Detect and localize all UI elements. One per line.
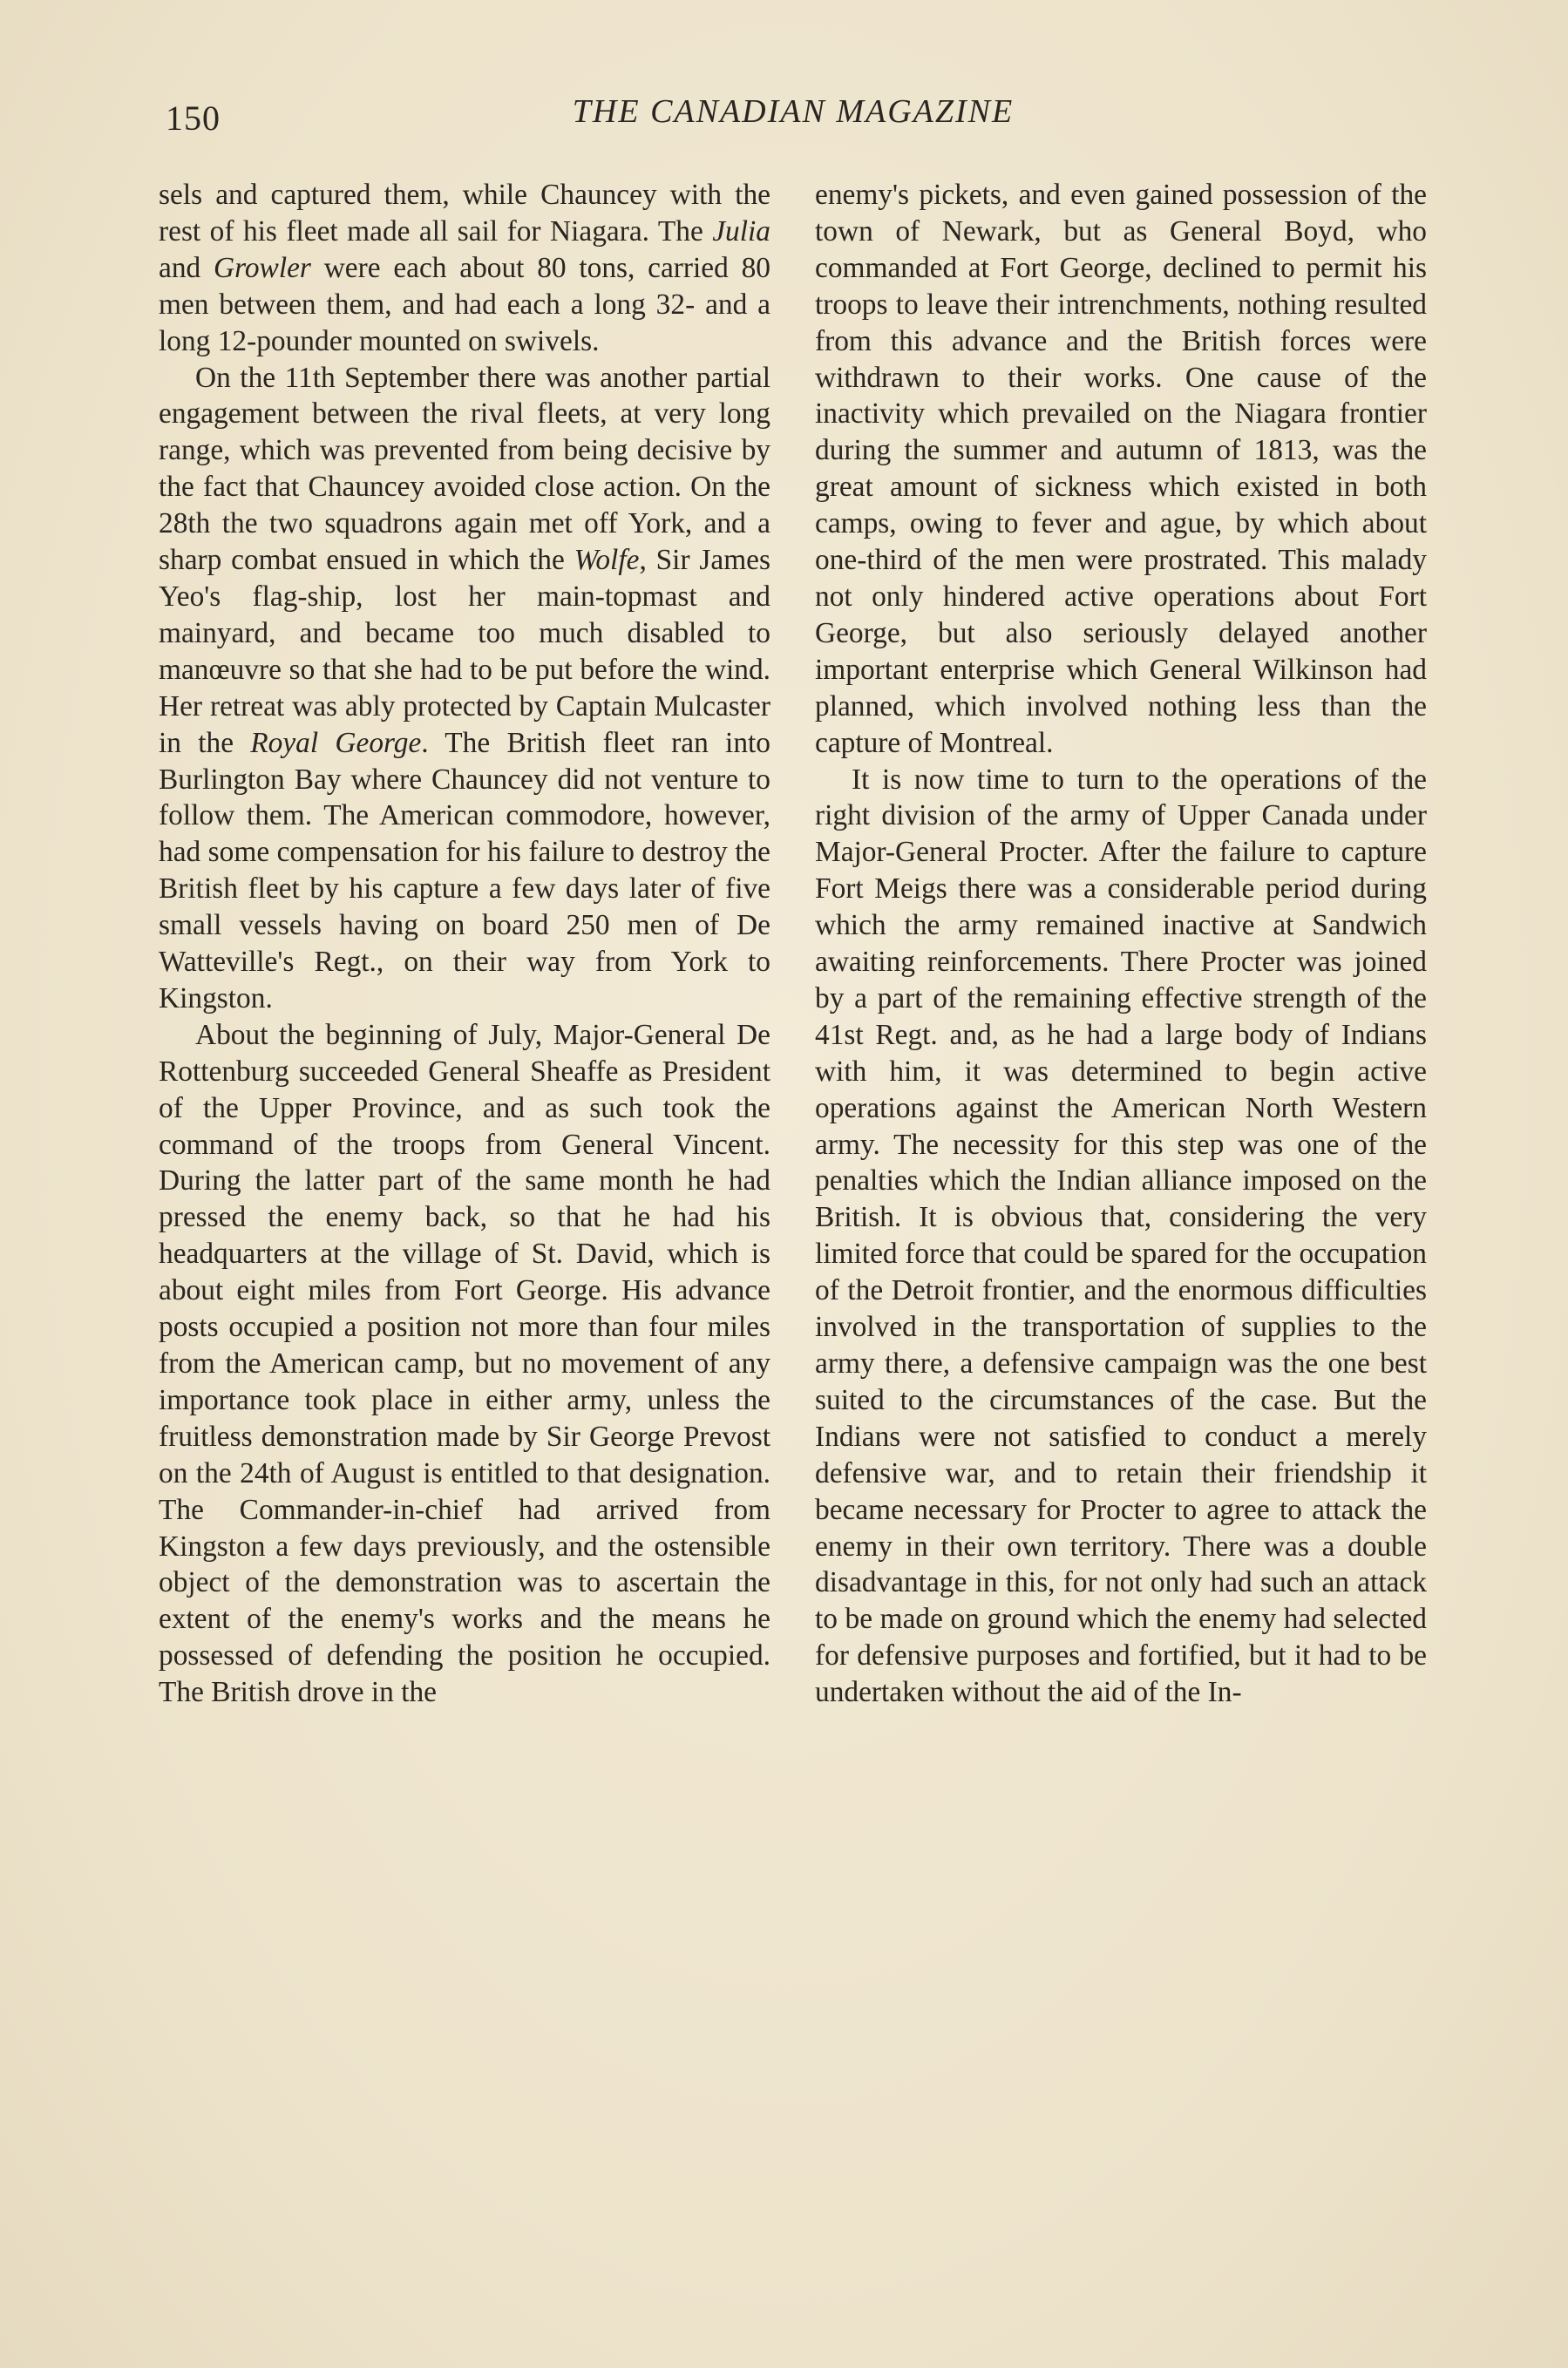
text-run: and <box>159 251 214 284</box>
page-number: 150 <box>166 98 221 138</box>
ship-name: Growler <box>213 251 311 284</box>
right-column <box>815 177 1427 1711</box>
left-column <box>159 177 770 1711</box>
paragraph <box>159 360 770 1017</box>
ship-name: Wolfe <box>574 544 640 577</box>
running-title: THE CANADIAN MAGAZINE <box>572 93 1015 130</box>
paragraph <box>159 177 770 360</box>
text-run: were each about 80 tons, carried 80 men between them, and had each a long 32- and a long 12-pounder mounted on swivels. <box>159 251 770 357</box>
text-run: On the 11th September there was another partial engagement between the rival fleets, at very long range, which was prevented from being decisive by the fact that Chauncey avoided close action. On the 28th the two squadrons again met off York, and a sharp combat ensued in which the <box>159 361 770 577</box>
paragraph: About the beginning of July, Major-General De Rottenburg succeeded General Sheaffe as President of the Upper Province, and as such took the command of the troops from General Vincent. During the latter part of the same month he had pressed the enemy back, so that he had his headquarters at the village of St. David, which is about eight miles from Fort George. His advance posts occupied a position not more than four miles from the American camp, but no movement of any importance took place in either army, unless the fruitless demonstration made by Sir George Prevost on the 24th of August is entitled to that designation. The Commander-in-chief had arrived from Kingston a few days previously, and the ostensible object of the demonstration was to ascertain the extent of the enemy's works and the means he possessed of defending the position he occupied. The British drove in the <box>159 1018 770 1709</box>
text-run: . The British fleet ran into Burlington Bay where Chauncey did not venture to follow them. The American commodore, however, had some compensation for his failure to destroy the British fleet by his capture a few days later of five small vessels having on board 250 men of De Watteville's Regt., on their way from York to Kingston. <box>159 726 770 1014</box>
paragraph: enemy's pickets, and even gained possession of the town of Newark, but as General Boyd, who commanded at Fort George, declined to permit his troops to leave their intrenchments, nothing resulted from this advance and the British forces were withdrawn to their works. One cause of the inactivity which prevailed on the Niagara frontier during the summer and autumn of 1813, was the great amount of sickness which existed in both camps, owing to fever and ague, by which about one-third of the men were prostrated. This malady not only hindered active operations about Fort George, but also seriously delayed another important enterprise which General Wilkinson had planned, which involved nothing less than the capture of Montreal. <box>815 179 1427 759</box>
paragraph: It is now time to turn to the operations of the right division of the army of Upper Canada under Major-General Procter. After the failure to capture Fort Meigs there was a considerable period during which the army remained inactive at Sandwich awaiting reinforcements. There Procter was joined by a part of the remaining effective strength of the 41st Regt. and, as he had a large body of Indians with him, it was determined to begin active operations against the American North Western army. The necessity for this step was one of the penalties which the Indian alliance imposed on the British. It is obvious that, considering the very limited force that could be spared for the occupation of the Detroit frontier, and the enormous difficulties involved in the transportation of supplies to the army there, a defensive campaign was the one best suited to the circumstances of the case. But the Indians were not satisfied to conduct a merely defensive war, and to retain their friendship it became necessary for Procter to agree to attack the enemy in their own territory. There was a double disadvantage in this, for not only had such an attack to be made on ground which the enemy had selected for defensive purposes and fortified, but it had to be undertaken without the aid of the In- <box>815 763 1427 1709</box>
ship-name: Royal George <box>250 726 422 759</box>
page-header <box>0 89 1568 141</box>
text-run: sels and captured them, while Chauncey with the rest of his fleet made all sail for Niagara. The <box>159 179 770 248</box>
ship-name: Julia <box>712 214 770 248</box>
text-run: , Sir James Yeo's flag-ship, lost her main-topmast and mainyard, and became too much disabled to manœuvre so that she had to be put before the wind. Her retreat was ably protected by Captain Mulcaster in the <box>159 544 770 759</box>
